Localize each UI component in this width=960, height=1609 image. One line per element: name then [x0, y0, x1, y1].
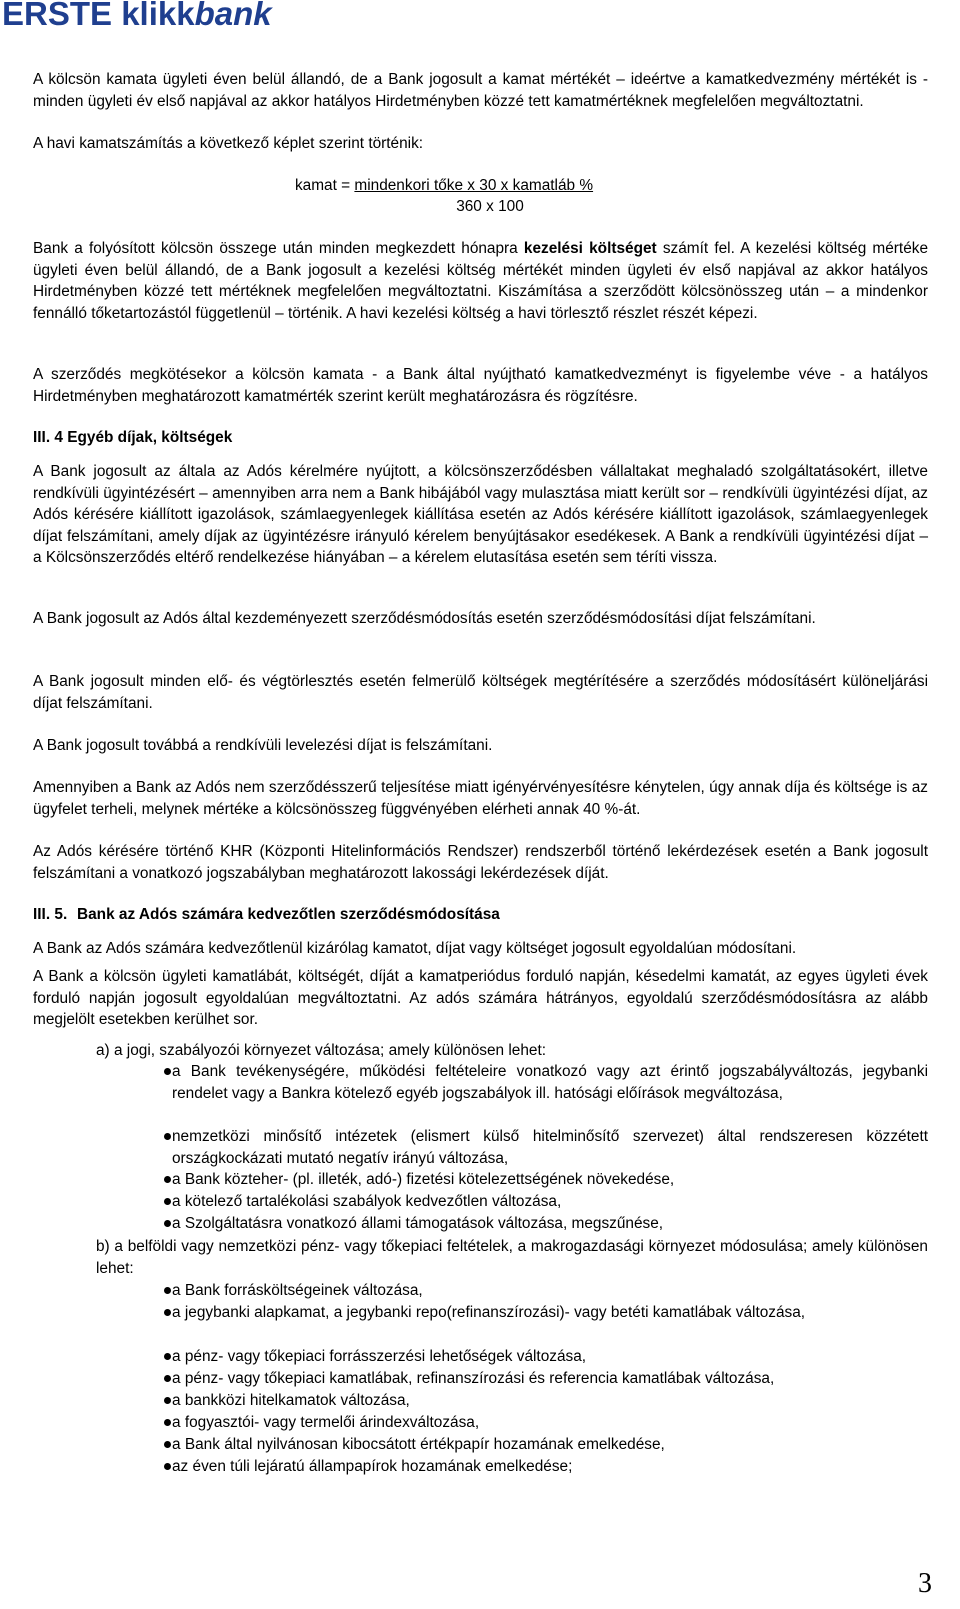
formula-prefix: kamat =	[294, 177, 355, 194]
handling-fee-bold: kezelési költséget	[523, 240, 657, 257]
list-item: a bankközi hitelkamatok változása,	[172, 1390, 928, 1412]
logo-part2: bank	[194, 0, 272, 32]
list-item: a Bank által nyilvánosan kibocsátott értékpapír hozamának emelkedése,	[172, 1434, 928, 1456]
list-item: az éven túli lejáratú állampapírok hozamának emelkedése;	[172, 1456, 928, 1478]
paragraph-prepayment-fee: A Bank jogosult minden elő- és végtörlesztés esetén felmerülő költségek megtérítésére a szerződés módosításért különeljárási díjat felszámítani.	[33, 673, 928, 712]
list-item: a Bank tevékenységére, működési feltételeire vonatkozó vagy azt érintő jogszabályváltozás, jegybanki rendelet vagy a Bankra kötelező egyéb jogszabályok ill. hatósági előírások megváltozása,	[172, 1061, 928, 1104]
heading-title: Bank az Adós számára kedvezőtlen szerződésmódosítása	[77, 906, 500, 923]
paragraph-enforcement-cost: Amennyiben a Bank az Adós nem szerződésszerű teljesítése miatt igényérvényesítésre kénytelen, úgy annak díja és költsége is az ügyfelet terheli, melynek mértéke a kölcsönösszeg függvényében elérheti annak 40 %-át.	[33, 779, 928, 818]
list-item: nemzetközi minősítő intézetek (elismert külső hitelminősítő szervezet) által rendszeresen közzétett országkockázati mutató negatív irányú változása,	[172, 1126, 928, 1169]
paragraph-extra-services: A Bank jogosult az általa az Adós kérelmére nyújtott, a kölcsönszerződésben vállaltakat meghaladó szolgáltatásokért, illetve rendkívüli ügyintézésért – amennyiben arra nem a Bank hibájából vagy mulasztása miatt került sor – rendkívüli ügyintézési díjat, az Adós kérésére kiállított igazolások, számlaegyenlegek kiállítása esetén az Adós kérésére kiállított igazolások, számlaegyenlegek díjat felszámítani, amely díjak az ügyintézésre irányuló kérelem benyújtásakor esedékesek. A Bank a rendkívüli ügyintézési díjat – a Kölcsönszerződés eltérő rendelkezése hiányában – a kérelem elutasítása esetén sem téríti vissza.	[33, 463, 928, 567]
erste-klikkbank-logo	[0, 0, 960, 36]
list-item: a Bank forrásköltségeinek változása,	[172, 1280, 928, 1302]
logo-part1: ERSTE klikk	[2, 0, 195, 32]
handling-fee-text-a: Bank a folyósított kölcsön összege után minden megkezdett hónapra	[33, 240, 524, 257]
list-item: a pénz- vagy tőkepiaci forrásszerzési lehetőségek változása,	[172, 1346, 928, 1368]
list-item: a kötelező tartalékolási szabályok kedvezőtlen változása,	[172, 1191, 928, 1213]
paragraph-letter-fee: A Bank jogosult továbbá a rendkívüli levelezési díjat is felszámítani.	[33, 737, 493, 754]
heading-other-fees: III. 4 Egyéb díjak, költségek	[33, 429, 233, 446]
paragraph-unilateral-change: A Bank az Adós számára kedvezőtlenül kizárólag kamatot, díjat vagy költséget jogosult egyoldalúan módosítani.	[33, 940, 797, 957]
list-item: a pénz- vagy tőkepiaci kamatlábak, refinanszírozási és referencia kamatlábak változása,	[172, 1368, 928, 1390]
formula-numerator: mindenkori tőke x 30 x kamatláb %	[354, 177, 594, 194]
formula-numerator-line	[0, 175, 924, 197]
list-item: a fogyasztói- vagy termelői árindexváltozása,	[172, 1412, 928, 1434]
paragraph-modification-fee: A Bank jogosult az Adós által kezdeményezett szerződésmódosítás esetén szerződésmódosítási díjat felszámítani.	[33, 610, 816, 627]
paragraph-contract-interest: A szerződés megkötésekor a kölcsön kamata - a Bank által nyújtható kamatkedvezményt is figyelembe véve - a hatályos Hirdetményben meghatározott kamatmérték szerint került meghatározásra és rögzítésre.	[33, 366, 928, 405]
paragraph-interest-rate: A kölcsön kamata ügyleti éven belül állandó, de a Bank jogosult a kamat mértékét – ideértve a kamatkedvezmény mértékét is - minden ügyleti év első napjával az akkor hatályos Hirdetményben közzé tett kamatmértéknek megfelelően megváltoztatni.	[33, 71, 928, 110]
paragraph-formula-intro: A havi kamatszámítás a következő képlet szerint történik:	[33, 135, 424, 152]
paragraph-change-conditions: A Bank a kölcsön ügyleti kamatlábát, költségét, díját a kamatperiódus forduló napján, késedelmi kamatát, az egyes ügyleti évek forduló napján jogosult egyoldalúan megváltoztatni. Az adós számára hátrányos, egyoldalú szerződésmódosításra az alább megjelölt esetekben kerülhet sor.	[33, 968, 928, 1029]
formula-denominator: 360 x 100	[456, 198, 524, 215]
paragraph-khr-query: Az Adós kérésére történő KHR (Központi Hitelinformációs Rendszer) rendszerből történő lekérdezések esetén a Bank jogosult felszámítani a vonatkozó jogszabályban meghatározott lakossági lekérdezések díját.	[33, 843, 928, 882]
list-a-intro: a) a jogi, szabályozói környezet változása; amely különösen lehet:	[96, 1042, 546, 1059]
list-item: a jegybanki alapkamat, a jegybanki repo(refinanszírozási)- vagy betéti kamatlábak változása,	[172, 1302, 928, 1324]
list-item: a Bank közteher- (pl. illeték, adó-) fizetési kötelezettségének növekedése,	[172, 1169, 928, 1191]
list-item: a Szolgáltatásra vonatkozó állami támogatások változása, megszűnése,	[172, 1213, 928, 1235]
handling-fee-text-b: számít fel. A kezelési költség mértéke ügyleti éven belül állandó, de a Bank jogosult a kezelési költség mértékét minden ügyleti év első napjával az akkor hatályos Hirdetményben közzé tett mértéknek megfelelően megváltoztatni. Kiszámítása a szerződött kölcsönösszeg után – a mindenkor fennálló tőketartozástól függetlenül – történik. A havi kezelési költség a havi törlesztő részlet részét képezi.	[33, 240, 929, 322]
heading-unfavorable-modification	[33, 904, 928, 926]
heading-number: III. 5.	[33, 906, 68, 923]
page-number: 3	[918, 1568, 932, 1599]
paragraph-handling-fee	[33, 238, 928, 324]
list-b-intro: b) a belföldi vagy nemzetközi pénz- vagy tőkepiaci feltételek, a makrogazdasági környezet módosulása; amely különösen lehet:	[96, 1238, 928, 1277]
